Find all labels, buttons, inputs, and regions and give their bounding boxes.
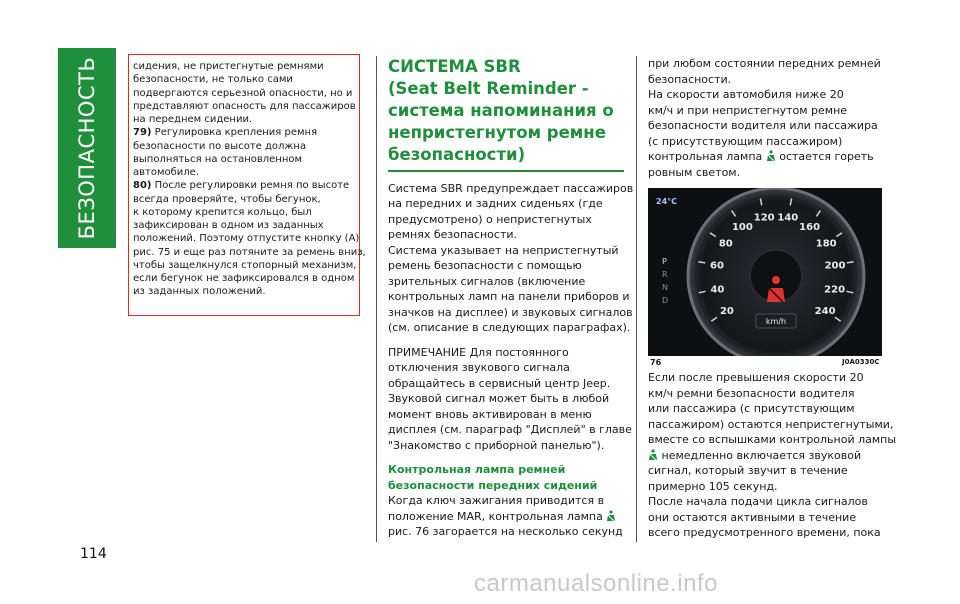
column-divider [376, 56, 377, 542]
body-line: предусмотрено) о непристегнутых [388, 212, 592, 226]
speedometer-illustration [648, 188, 882, 356]
note-line: рис. 75 и еще раз потяните за ремень вниз, [133, 246, 366, 258]
body-line: сигнал, который звучит в течение [648, 464, 848, 477]
note-79-number: 79) [133, 127, 152, 139]
body-line: Звуковой сигнал может быть в любой [388, 392, 610, 405]
seatbelt-warning-icon [766, 150, 776, 162]
sbr-heading-line: (Seat Belt Reminder - [388, 79, 589, 98]
note-line: сидения, не пристегнутые ремнями [133, 61, 324, 72]
note-80-text: После регулировки ремня по высоте [151, 180, 350, 192]
body-line: рис. 76 загорается на несколько секунд [388, 525, 623, 538]
body-line: (с присутствующим пассажиром) [648, 134, 843, 148]
body-line: пассажиром) остаются непристегнутыми, [648, 417, 894, 431]
watermark: carmanualsonline.info [474, 570, 718, 597]
note-line: на переднем сидении. [133, 114, 253, 125]
body-text: положение MAR, контрольная лампа [388, 509, 607, 523]
body-line: примерно 105 секунд. [648, 479, 778, 493]
note-line: к которому крепится кольцо, был [133, 206, 312, 218]
speed-label: 20 [719, 305, 734, 317]
speed-label: 160 [799, 221, 821, 233]
sbr-column [388, 56, 634, 540]
sbr-heading [388, 56, 624, 166]
note-80-number: 80) [133, 180, 152, 192]
outside-temperature: 24°C [656, 197, 678, 206]
body-line: На скорости автомобиля ниже 20 [648, 88, 844, 101]
gear-indicator-d: D [662, 296, 669, 305]
body-text: немедленно включается звуковой [658, 448, 862, 462]
gear-indicator-n: N [662, 283, 668, 292]
seatbelt-warning-icon [648, 449, 658, 461]
speedometer-photo [648, 188, 882, 356]
body-line: После начала подачи цикла сигналов [648, 495, 868, 508]
note-line: всегда проверяйте, чтобы бегунок, [133, 193, 321, 205]
figure-number: 76 [650, 358, 662, 367]
speed-label: 180 [815, 238, 837, 250]
gear-indicator-r: R [662, 270, 668, 279]
body-text: остается гореть [775, 150, 874, 163]
body-line: или пассажира (с присутствующим [648, 402, 855, 415]
section-title: БЕЗОПАСНОСТЬ [75, 56, 99, 240]
note-80-line [133, 179, 359, 192]
note-line: представляют опасность для пассажиров [133, 100, 356, 112]
note-line: зафиксирован в одном из заданных [133, 220, 324, 231]
speed-label: 60 [710, 260, 724, 272]
sbr-heading-line: система напоминания о [388, 101, 614, 120]
heading-rule [388, 170, 624, 172]
note-line: чтобы защелкнулся стопорный механизм, [133, 259, 357, 271]
body-line-with-icon [648, 448, 884, 464]
body-line: Система SBR предупреждает пассажиров [388, 181, 634, 195]
body-line: ремнях безопасности. [388, 228, 517, 241]
sbr-heading-line: СИСТЕМА SBR [388, 57, 521, 76]
body-line: они остаются активными в течение [648, 510, 857, 524]
subheading-line: Контрольная лампа ремней [388, 463, 566, 476]
sbr-body [388, 181, 634, 540]
body-line: при любом состоянии передних ремней [648, 57, 881, 70]
right-column-top [648, 56, 884, 180]
body-text: контрольная лампа [648, 150, 766, 163]
body-line: безопасности водителя или пассажира [648, 119, 878, 132]
body-line: обращайтесь в сервисный центр Jeep. [388, 376, 611, 390]
speed-label: 120 [753, 212, 775, 224]
speed-label: 80 [718, 238, 733, 250]
body-line: всего предусмотренного времени, пока [648, 526, 881, 539]
body-line: км/ч и при непристегнутом ремне [648, 103, 848, 117]
note-line: из заданных положений. [133, 286, 266, 298]
speed-label: 100 [731, 221, 753, 233]
subheading-line: безопасности передних сидений [388, 478, 598, 492]
note-line: выполняться на остановленном [133, 153, 303, 165]
sbr-heading-line: непристегнутом ремне [388, 123, 606, 142]
speed-label: 40 [710, 284, 725, 296]
note-line: безопасности по высоте должна [133, 140, 307, 152]
body-line-with-icon [388, 509, 624, 525]
note-line: подвергаются серьезной опасности, но и [133, 87, 353, 99]
body-line: ремень безопасности с помощью [388, 259, 582, 272]
body-line: вместе со вспышками контрольной лампы [648, 433, 897, 446]
body-line: Если после превышения скорости 20 [648, 371, 864, 384]
body-line-with-icon [648, 149, 884, 165]
speed-label: 200 [824, 260, 846, 272]
body-line: ровным светом. [648, 165, 741, 179]
body-line: безопасности. [648, 72, 732, 86]
body-line: км/ч ремни безопасности водителя [648, 386, 855, 400]
body-line: момент вновь активирован в меню [388, 407, 592, 421]
body-line: зрительных сигналов (включение [388, 274, 586, 288]
column-divider [636, 56, 637, 542]
warning-light-subheading [388, 462, 624, 493]
body-line: ПРИМЕЧАНИЕ Для постоянного [388, 345, 569, 359]
body-line: отключения звукового сигнала [388, 361, 570, 374]
body-line: контрольных ламп на панели приборов и [388, 290, 630, 303]
note-79-line [133, 126, 359, 139]
note-line: если бегунок не зафиксировался в одном [133, 273, 355, 284]
note-line: положений. Поэтому отпустите кнопку (А) [133, 233, 360, 245]
notes-box [128, 54, 366, 316]
body-line: значков на дисплее) и звуковых сигналов [388, 305, 633, 319]
body-line: на передних и задних сиденьях (где [388, 197, 603, 210]
figure-code: J0A0330C [842, 358, 880, 366]
right-column-bottom [648, 370, 897, 541]
body-line: Когда ключ зажигания приводится в [388, 494, 605, 507]
page-number: 114 [80, 546, 107, 562]
speed-label: 240 [814, 305, 836, 317]
note-79-text: Регулировка крепления ремня [151, 127, 318, 139]
speed-label: 140 [777, 212, 799, 224]
speed-unit-label: km/h [765, 317, 787, 326]
body-line: Система указывает на непристегнутый [388, 243, 619, 257]
body-line: "Знакомство с приборной панелью"). [388, 438, 605, 452]
body-line: дисплея (см. параграф "Дисплей" в главе [388, 423, 632, 436]
note-line: автомобиле. [133, 167, 200, 178]
speed-label: 220 [824, 284, 846, 296]
sbr-heading-line: безопасности) [388, 145, 526, 164]
seatbelt-warning-icon [606, 510, 616, 522]
gear-indicator-p: P [662, 257, 667, 266]
note-line: безопасности, не только сами [133, 74, 293, 86]
body-line: (см. описание в следующих параграфах). [388, 321, 631, 334]
